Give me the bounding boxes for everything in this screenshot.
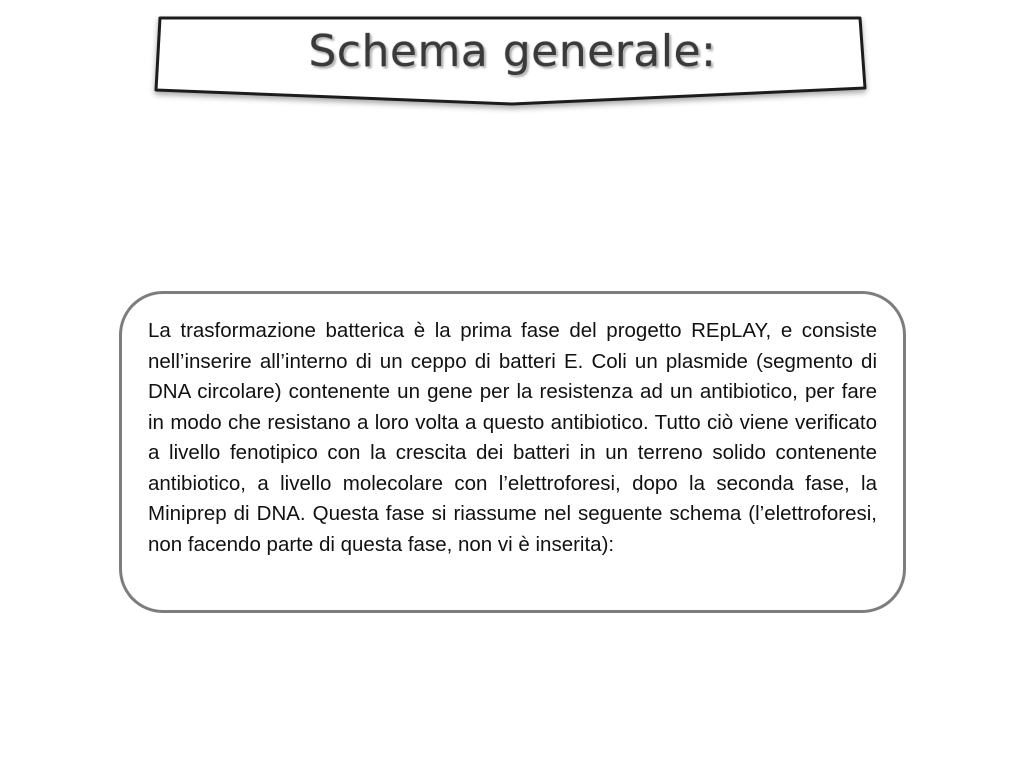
title-banner [150,12,875,110]
description-box [119,291,906,613]
page-title: Schema generale: [308,26,717,77]
description-text: La trasformazione batterica è la prima fase del progetto REpLAY, e consiste nell’inserire all’interno di un ceppo di batteri E. Coli un plasmide (segmento di DNA circolare) contenente un gene per la resistenza ad un antibiotico, per fare in modo che resistano a loro volta a questo antibiotico. Tutto ciò viene verificato a livello fenotipico con la crescita dei batteri in un terreno solido contenente antibiotico, a livello molecolare con l’elettroforesi, dopo la seconda fase, la Miniprep di DNA. Questa fase si riassume nel seguente schema (l’elettroforesi, non facendo parte di questa fase, non vi è inserita): [148,319,877,556]
